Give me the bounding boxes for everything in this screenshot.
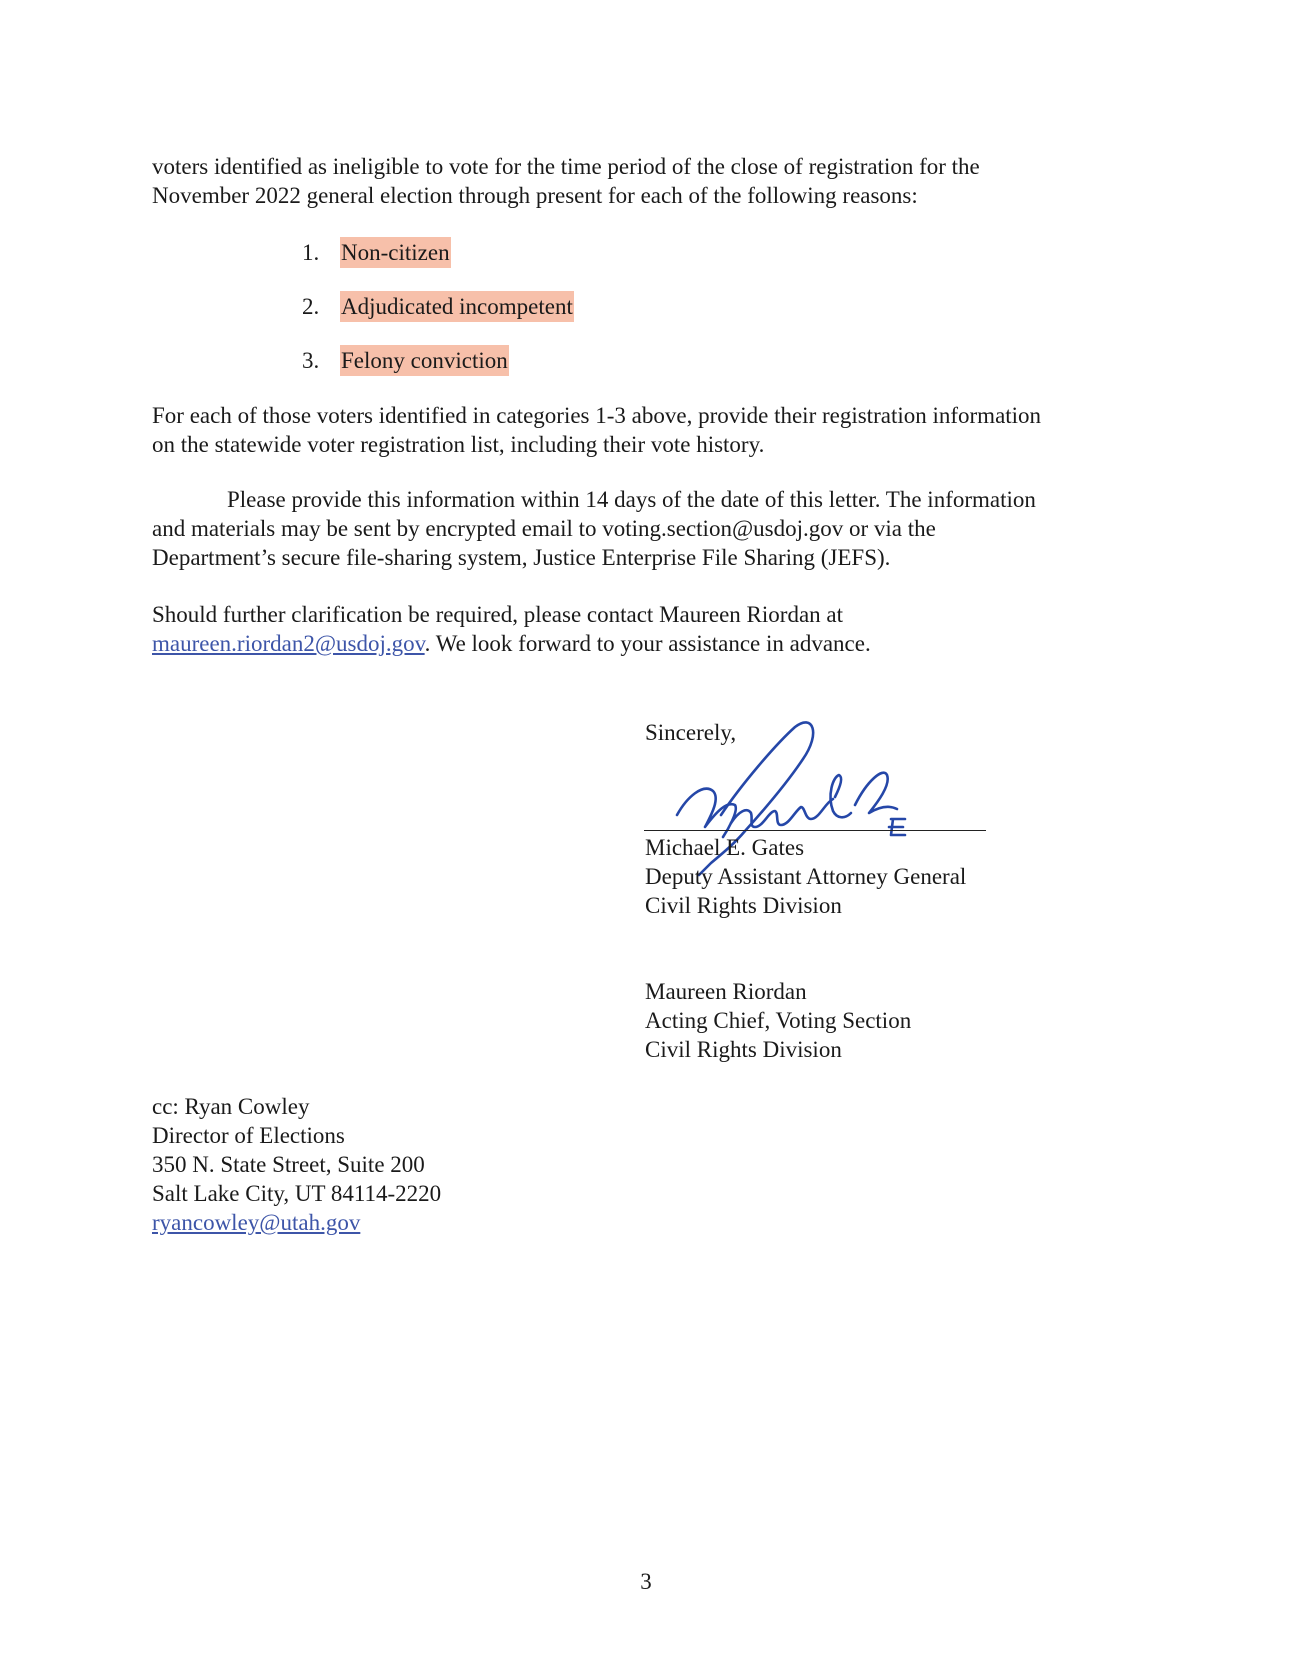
cc-line-4: Salt Lake City, UT 84114-2220 xyxy=(152,1181,442,1206)
intro-paragraph xyxy=(152,152,1152,210)
signer-2-division: Civil Rights Division xyxy=(645,1037,842,1062)
categories-line-2: on the statewide voter registration list, including their vote history. xyxy=(152,432,765,457)
cc-line-3: 350 N. State Street, Suite 200 xyxy=(152,1152,425,1177)
categories-paragraph xyxy=(152,401,1152,459)
intro-line-2: November 2022 general election through present for each of the following reasons: xyxy=(152,183,918,208)
intro-line-1: voters identified as ineligible to vote for the time period of the close of registration for the xyxy=(152,154,980,179)
signer-2-block xyxy=(645,977,911,1064)
clarification-paragraph xyxy=(152,600,1152,658)
signer-2-title: Acting Chief, Voting Section xyxy=(645,1008,912,1033)
list-number: 1. xyxy=(302,240,320,265)
clarification-line-2-rest: . We look forward to your assistance in advance. xyxy=(424,631,871,656)
highlighted-reason: Adjudicated incompetent xyxy=(340,291,574,322)
provide-line-2: and materials may be sent by encrypted email to voting.section@usdoj.gov or via the xyxy=(152,516,936,541)
page-number: 3 xyxy=(640,1569,652,1594)
clarification-line-2 xyxy=(152,629,1152,658)
provide-line-1: Please provide this information within 14 days of the date of this letter. The information xyxy=(227,487,1036,512)
categories-line-1: For each of those voters identified in categories 1-3 above, provide their registration information xyxy=(152,403,1042,428)
closing: Sincerely, xyxy=(645,720,737,745)
highlighted-reason: Non-citizen xyxy=(340,237,451,268)
cowley-email-link[interactable]: ryancowley@utah.gov xyxy=(152,1210,361,1235)
list-number: 3. xyxy=(302,348,320,373)
signer-1-title: Deputy Assistant Attorney General xyxy=(645,864,967,889)
riordan-email-link[interactable]: maureen.riordan2@usdoj.gov xyxy=(152,631,425,656)
signature-line xyxy=(644,830,986,831)
signer-2-name: Maureen Riordan xyxy=(645,979,807,1004)
list-item xyxy=(302,346,509,375)
highlighted-reason: Felony conviction xyxy=(340,345,509,376)
cc-line-1: cc: Ryan Cowley xyxy=(152,1094,310,1119)
signer-1-name: Michael E. Gates xyxy=(645,835,805,860)
cc-block xyxy=(152,1092,1152,1237)
provide-paragraph xyxy=(152,485,1152,572)
cc-email-line xyxy=(152,1208,1152,1237)
signer-1-division: Civil Rights Division xyxy=(645,893,842,918)
list-item xyxy=(302,292,574,321)
signer-1-block xyxy=(645,833,966,920)
cc-line-2: Director of Elections xyxy=(152,1123,345,1148)
list-number: 2. xyxy=(302,294,320,319)
list-item xyxy=(302,238,451,267)
provide-line-3: Department’s secure file-sharing system, Justice Enterprise File Sharing (JEFS). xyxy=(152,545,891,570)
clarification-line-1: Should further clarification be required, please contact Maureen Riordan at xyxy=(152,602,843,627)
